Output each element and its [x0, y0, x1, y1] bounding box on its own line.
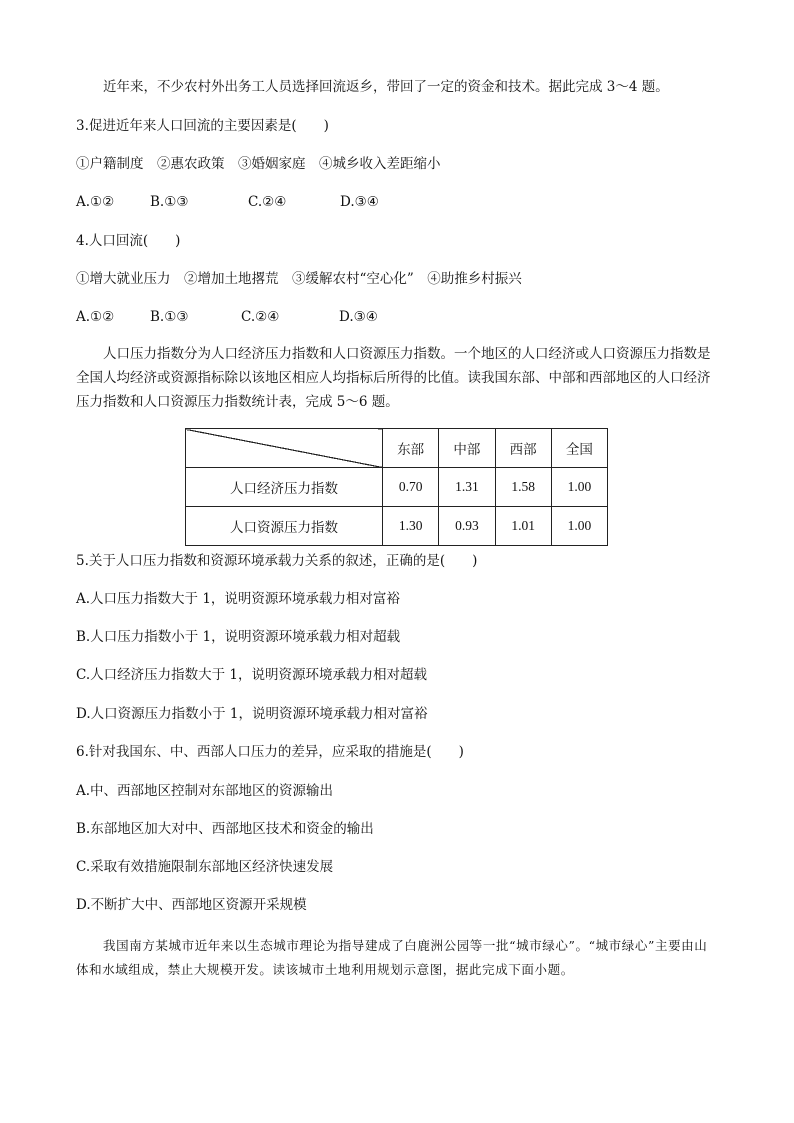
table-row: [186, 507, 608, 546]
question-4-stem: 4.人口回流( ): [76, 233, 181, 249]
table-row-label: 人口经济压力指数: [186, 468, 383, 507]
question-6-stem: 6.针对我国东、中、西部人口压力的差异，应采取的措施是( ): [76, 744, 464, 760]
question-5-option-d: D.人口资源压力指数小于 1，说明资源环境承载力相对富裕: [76, 706, 428, 722]
table-cell: 1.30: [383, 507, 439, 546]
question-5-stem: 5.关于人口压力指数和资源环境承载力关系的叙述，正确的是( ): [76, 553, 478, 569]
question-5-option-a: A.人口压力指数大于 1，说明资源环境承载力相对富裕: [76, 591, 400, 607]
table-cell: 0.70: [383, 468, 439, 507]
table-header-cell: 西部: [495, 429, 551, 468]
table-row: [186, 468, 608, 507]
question-6-option-d: D.不断扩大中、西部地区资源开采规模: [76, 897, 307, 913]
question-5-option-c: C.人口经济压力指数大于 1，说明资源环境承载力相对超载: [76, 667, 428, 683]
question-6-option-a: A.中、西部地区控制对东部地区的资源输出: [76, 783, 334, 799]
question-3-items: ①户籍制度 ②惠农政策 ③婚姻家庭 ④城乡收入差距缩小: [76, 156, 441, 172]
intro-paragraph-2: 人口压力指数分为人口经济压力指数和人口资源压力指数。一个地区的人口经济或人口资源压力指数是全国人均经济或资源指标除以该地区相应人均指标后所得的比值。读我国东部、中部和西部地区的人口经济压力指数和人口资源压力指数统计表，完成 5～6 题。: [76, 346, 711, 410]
table-header-cell: 东部: [383, 429, 439, 468]
table-cell: 1.31: [439, 468, 495, 507]
table-header-cell: 中部: [439, 429, 495, 468]
option-a: A.①②: [76, 194, 115, 210]
table-cell: 1.58: [495, 468, 551, 507]
question-6-option-c: C.采取有效措施限制东部地区经济快速发展: [76, 859, 334, 875]
question-5-option-b: B.人口压力指数小于 1，说明资源环境承载力相对超载: [76, 629, 401, 645]
question-4-options: [76, 308, 378, 326]
option-a: A.①②: [76, 309, 115, 325]
option-d: D.③④: [339, 309, 378, 325]
table-cell: 0.93: [439, 507, 495, 546]
table-cell: 1.00: [551, 507, 607, 546]
question-4-items: ①增大就业压力 ②增加土地撂荒 ③缓解农村“空心化” ④助推乡村振兴: [76, 271, 522, 287]
option-b: B.①③: [150, 309, 189, 325]
intro-paragraph-1: 近年来，不少农村外出务工人员选择回流返乡，带回了一定的资金和技术。据此完成 3～4 题。: [103, 79, 669, 95]
option-d: D.③④: [340, 194, 379, 210]
table-corner-cell: [186, 429, 383, 468]
question-3-stem: 3.促进近年来人口回流的主要因素是( ): [76, 118, 329, 134]
intro-paragraph-3: 我国南方某城市近年来以生态城市理论为指导建成了白鹿洲公园等一批“城市绿心”。“城市绿心”主要由山体和水域组成，禁止大规模开发。读该城市土地利用规划示意图，据此完成下面小题。: [76, 938, 708, 977]
table-cell: 1.01: [495, 507, 551, 546]
table-header-cell: 全国: [551, 429, 607, 468]
option-c: C.②④: [248, 194, 287, 210]
question-6-option-b: B.东部地区加大对中、西部地区技术和资金的输出: [76, 821, 374, 837]
option-c: C.②④: [241, 309, 280, 325]
table-header-row: [186, 429, 608, 468]
option-b: B.①③: [150, 194, 189, 210]
pressure-index-table: [185, 428, 608, 546]
table-row-label: 人口资源压力指数: [186, 507, 383, 546]
question-3-options: [76, 193, 379, 211]
table-cell: 1.00: [551, 468, 607, 507]
